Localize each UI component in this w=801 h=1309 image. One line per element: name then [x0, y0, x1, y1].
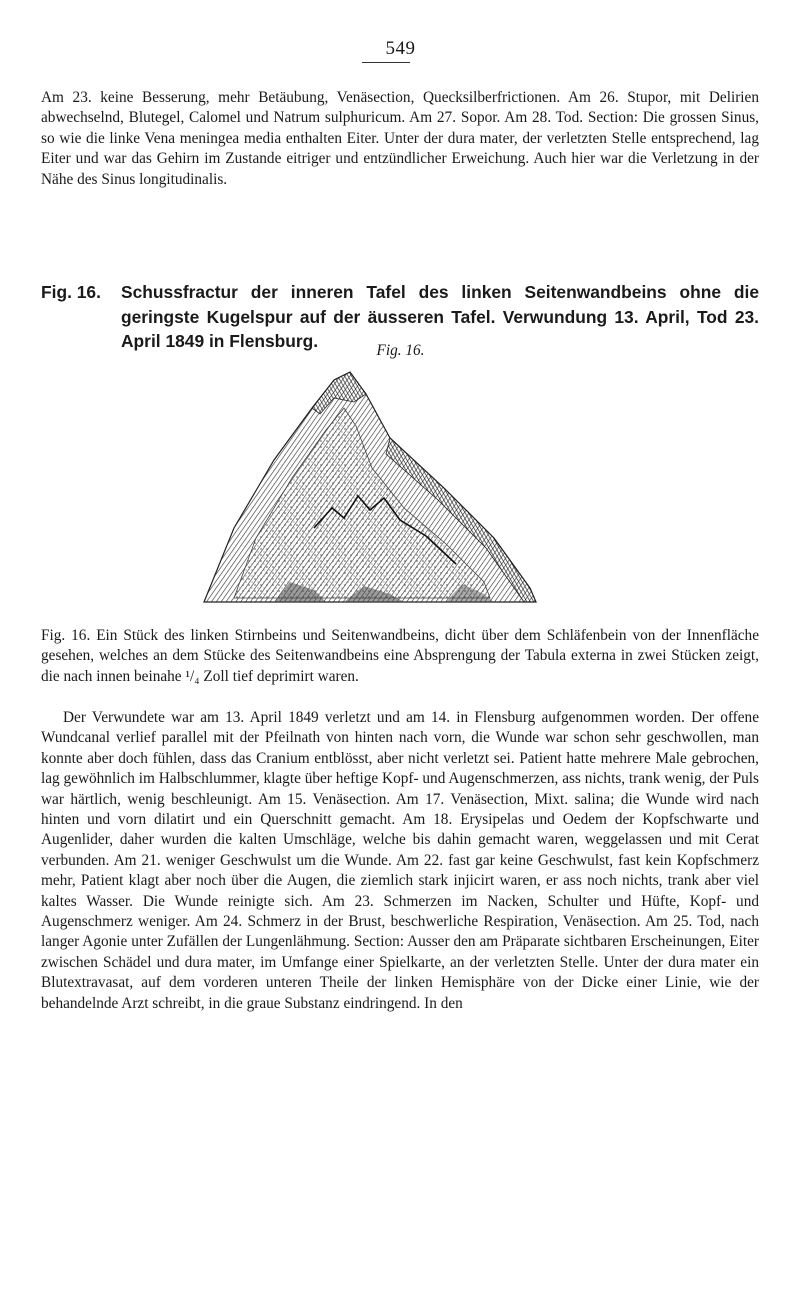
- page-number-rule: [362, 62, 410, 63]
- paragraph-case-history: Der Verwundete war am 13. April 1849 verletzt und am 14. in Flensburg aufgenommen worden. Der offene Wundcanal verlief parallel mit der Pfeilnath von hinten nach vorn, die Wunde war schon sehr geschwollen, man konnte aber doch fühlen, dass das Cranium entblösst, aber nicht verletzt sei. Patient hatte mehrere Male gebrochen, lag gewöhnlich im Halbschlummer, klagte über heftige Kopf- und Augenschmerzen, ass nichts, trank wenig, der Puls war härtlich, wenig beschleunigt. Am 15. Venäsection. Am 17. Venäsection, Mixt. salina; die Wunde wird nach hinten und vorn dilatirt und ein Querschnitt gemacht. Am 18. Erysipelas und Oedem der Kopfschwarte und Augenlider, daher wurden die kalten Umschläge, welche bis dahin gemacht waren, weggelassen und mit Cerat verbunden. Am 21. weniger Geschwulst um die Wunde. Am 22. fast gar keine Geschwulst, fast kein Kopfschmerz mehr, Patient klagt aber noch über die Augen, die ziemlich stark injicirt waren, er ass noch nichts, trank aber viel kaltes Wasser. Die Wunde reinigte sich. Am 23. Schmerzen im Nacken, Schulter und Hüfte, Kopf- und Augenschmerz weniger. Am 24. Schmerz in der Brust, beschwerliche Respiration, Venäsection. Am 25. Tod, nach langer Agonie unter Zufällen der Lungenlähmung. Section: Ausser den am Präparate sichtbaren Erscheinungen, Eiter zwischen Schädel und dura mater, im Umfange einer Spielkarte, an der verletzten Stelle. Unter der dura mater ein Blutextravasat, auf dem vorderen unteren Theile der linken Hemisphäre von der Dicke einer Linie, wie der behandelnde Arzt schreibt, in die graue Substanz eindringend. In den: [41, 709, 759, 1012]
- page-number: 549: [385, 38, 416, 59]
- figure-heading-label: Fig. 16.: [41, 282, 101, 302]
- figure-heading-text: Schussfractur der inneren Tafel des linken Seitenwandbeins ohne die geringste Kugelspur auf der äusseren Tafel. Verwundung 13. April, Tod 23. April 1849 in Flensburg.: [121, 282, 759, 351]
- paragraph-case-continuation: Am 23. keine Besserung, mehr Betäubung, Venäsection, Quecksilberfrictionen. Am 26. Stupor, mit Delirien abwechselnd, Blutegel, Calomel und Natrum sulphuricum. Am 27. Sopor. Am 28. Tod. Section: Die grossen Sinus, so wie die linke Vena meningea media enthalten Eiter. Unter der dura mater, der verletzten Stelle entsprechend, lag Eiter und war das Gehirn im Zustande eitriger und entzündlicher Erweichung. Auch hier war die Verletzung in der Nähe des Sinus longitudinalis.: [41, 89, 759, 188]
- figure-label: Fig. 16.: [376, 342, 425, 359]
- figure-caption: Fig. 16. Ein Stück des linken Stirnbeins und Seitenwandbeins, dicht über dem Schläfenbein von der Innenfläche gesehen, welches an dem Stücke des Seitenwandbeins eine Absprengung der Tabula externa in zwei Stücken zeigt, die nach innen beinahe ¹/₄ Zoll tief deprimirt waren.: [41, 627, 759, 685]
- skull-fragment-illustration: [194, 368, 546, 620]
